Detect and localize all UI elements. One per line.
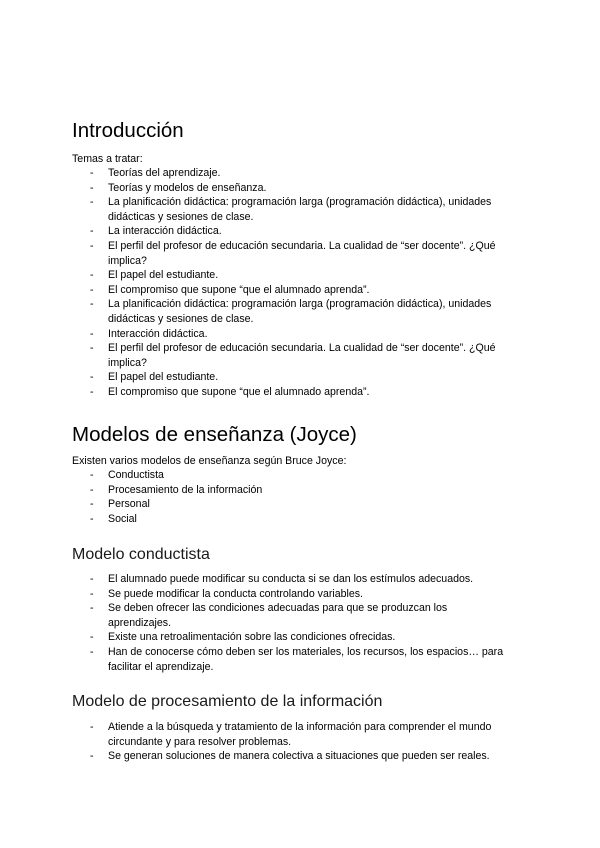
heading-modelo-procesamiento: Modelo de procesamiento de la información — [72, 693, 383, 710]
list-item: - Han de conocerse cómo deben ser los materiales, los recursos, los espacios… para facilitar el aprendizaje. — [90, 645, 504, 673]
list-item: - Existe una retroalimentación sobre las condiciones ofrecidas. — [90, 631, 396, 644]
list-modelos — [72, 468, 512, 526]
list-item: - Se generan soluciones de manera colectiva a situaciones que pueden ser reales. — [90, 750, 490, 763]
list-item: - El perfil del profesor de educación secundaria. La cualidad de “ser docente”. ¿Qué implica? — [90, 239, 496, 267]
intro-modelos: Existen varios modelos de enseñanza según Bruce Joyce: — [72, 455, 347, 467]
list-item: - El papel del estudiante. — [90, 269, 219, 282]
list-item: - El perfil del profesor de educación secundaria. La cualidad de “ser docente”. ¿Qué implica? — [90, 342, 496, 369]
list-item: - Personal — [90, 498, 150, 511]
list-item: - Teorías y modelos de enseñanza. — [90, 181, 267, 194]
list-item: - La planificación didáctica: programación larga (programación didáctica), unidades didácticas y sesiones de clase. — [90, 298, 492, 325]
list-item: - La planificación didáctica: programación larga (programación didáctica), unidades didácticas y sesiones de clase. — [90, 196, 492, 223]
list-item: - Social — [90, 512, 137, 525]
list-item: - Interacción didáctica. — [90, 327, 208, 340]
list-item: - El alumnado puede modificar su conducta si se dan los estímulos adecuados. — [90, 573, 474, 585]
list-conductista — [72, 572, 512, 674]
heading-introduccion: Introducción — [72, 119, 184, 142]
heading-modelos-ensenanza: Modelos de enseñanza (Joyce) — [72, 423, 357, 446]
list-item: - La interacción didáctica. — [90, 225, 222, 238]
list-item: - Conductista — [90, 469, 164, 481]
list-item: - Se puede modificar la conducta controlando variables. — [90, 587, 363, 600]
heading-modelo-conductista: Modelo conductista — [72, 546, 210, 563]
list-item: - Se deben ofrecer las condiciones adecuadas para que se produzcan los aprendizajes. — [90, 602, 448, 629]
intro-temas: Temas a tratar: — [72, 153, 143, 165]
list-item: - Teorías del aprendizaje. — [90, 167, 221, 179]
list-item: - Atiende a la búsqueda y tratamiento de la información para comprender el mundo circundante y para resolver problemas. — [90, 721, 492, 748]
list-item: - El compromiso que supone “que el alumnado aprenda”. — [90, 283, 370, 296]
list-item: - El papel del estudiante. — [90, 371, 219, 384]
list-item: - Procesamiento de la información — [90, 483, 263, 496]
list-temas — [72, 166, 512, 400]
list-item: - El compromiso que supone “que el alumnado aprenda”. — [90, 385, 370, 398]
list-procesamiento — [72, 720, 512, 764]
